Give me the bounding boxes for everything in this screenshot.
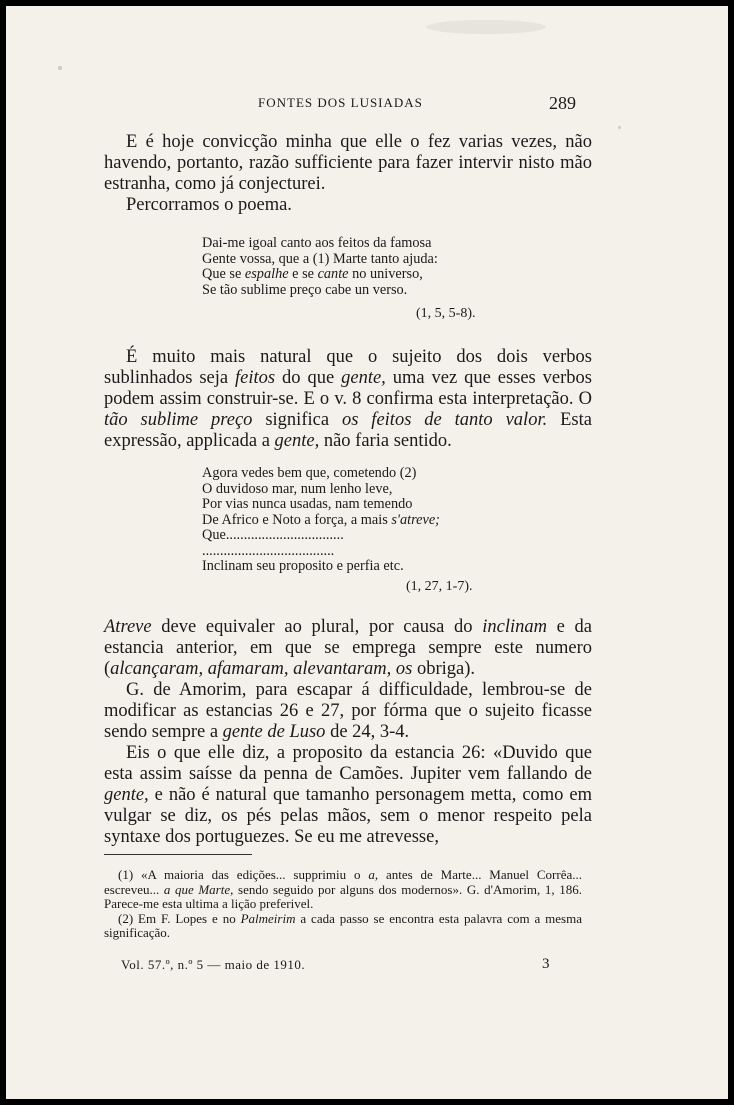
- italic-text: alcançaram, afamaram, alevantaram, os: [110, 659, 413, 679]
- verse-line: [202, 267, 502, 283]
- verse-line: [202, 466, 502, 482]
- book-page: [6, 6, 728, 1099]
- paragraph: [104, 195, 592, 216]
- verse-quote-2: [202, 466, 502, 575]
- text-run: obriga).: [412, 659, 476, 679]
- text-run: E é hoje convicção minha que elle o fez varias vezes, não havendo, portanto, razão sufficiente para fazer intervir nisto mão estranha, como já conjecturei.: [104, 132, 592, 194]
- paper-speck: [618, 126, 621, 129]
- footnote: [104, 868, 582, 912]
- verse-line: [202, 236, 502, 252]
- italic-text: gente,: [341, 368, 386, 388]
- text-run: deve equivaler ao plural, por causa do: [151, 617, 483, 637]
- italic-text: os feitos de tanto valor.: [341, 410, 548, 430]
- text-run: (2) Em F. Lopes e no: [118, 910, 241, 926]
- italic-text: espalhe: [244, 266, 289, 282]
- text-run: Inclinam seu proposito e perfia etc.: [202, 558, 404, 574]
- text-run: e não é natural que tamanho personagem metta, como em vulgar se diz, os pés pelas mãos, sem o menor respeito pela syntaxe dos portuguezes. Se eu me atrevesse,: [104, 785, 592, 847]
- text-run: De Africo e Noto a força, a mais: [202, 511, 392, 528]
- paragraph-block-1: [104, 132, 592, 216]
- italic-text: tão sublime preço: [104, 410, 253, 430]
- text-run: Que.................................: [202, 527, 344, 543]
- italic-text: gente,: [104, 785, 149, 805]
- italic-text: Atreve: [104, 617, 152, 637]
- verse-line: [202, 559, 502, 575]
- text-run: de 24, 3-4.: [325, 722, 410, 742]
- text-run: e da estancia anterior, em que se emprega sempre este numero (: [104, 617, 592, 679]
- paragraph: [104, 132, 592, 195]
- text-run: O duvidoso mar, num lenho leve,: [202, 480, 393, 497]
- verse-line: [202, 497, 502, 513]
- verse-line: [202, 544, 502, 560]
- text-run: Gente vossa, que a (1) Marte tanto ajuda:: [202, 250, 438, 267]
- text-run: Por vias nunca usadas, nam temendo: [202, 496, 413, 512]
- italic-text: Palmeirim: [240, 910, 296, 926]
- text-run: a cada passo se encontra esta palavra com a mesma significação.: [104, 910, 582, 940]
- italic-text: a,: [368, 867, 379, 882]
- text-run: .....................................: [202, 542, 335, 559]
- text-run: não faria sentido.: [319, 431, 452, 451]
- italic-text: a que Marte,: [163, 881, 234, 897]
- paper-speck: [58, 66, 62, 70]
- text-run: sendo seguido por alguns dos modernos». G. d'Amorim, 1, 186. Parece-me esta ultima a lição preferivel.: [104, 881, 583, 911]
- paragraph: [104, 680, 592, 743]
- verse-quote-1: [202, 236, 502, 298]
- paragraph: [104, 347, 592, 452]
- paragraph: [104, 617, 592, 680]
- paragraph: [104, 743, 592, 848]
- text-run: no universo,: [348, 266, 423, 282]
- verse-line: [202, 482, 502, 498]
- verse-line: [202, 283, 502, 299]
- page-number: 289: [549, 93, 576, 113]
- footnotes: [104, 868, 582, 941]
- volume-colophon: Vol. 57.º, n.º 5 — maio de 1910.: [121, 957, 306, 972]
- text-run: É muito mais natural que o sujeito dos dois verbos sublinhados seja: [104, 347, 592, 388]
- text-run: Dai-me igoal canto aos feitos da famosa: [202, 235, 432, 251]
- text-run: Que se: [202, 266, 245, 282]
- text-run: Eis o que elle diz, a proposito da estancia 26: «Duvido que esta assim saísse da penna de Camões. Jupiter vem fallando de: [104, 743, 592, 784]
- signature-mark: 3: [542, 956, 550, 972]
- verse-line: [202, 513, 502, 529]
- italic-text: s'atreve;: [391, 511, 440, 528]
- text-run: antes de Marte... Manuel Corrêa... escreveu...: [104, 867, 582, 897]
- text-run: significa: [252, 410, 342, 430]
- italic-text: inclinam: [482, 617, 547, 637]
- text-run: Esta expressão, applicada a: [104, 410, 592, 451]
- verse-line: [202, 252, 502, 268]
- italic-text: gente de Luso: [222, 722, 326, 742]
- italic-text: gente,: [274, 431, 320, 451]
- italic-text: feitos: [235, 368, 276, 388]
- paragraph-block-2: [104, 347, 592, 452]
- text-run: (1) «A maioria das edições... supprimiu o: [118, 867, 369, 882]
- paper-stain: [426, 20, 546, 34]
- footnote: [104, 912, 582, 941]
- text-run: G. de Amorim, para escapar á difficuldade, lembrou-se de modificar as estancias 26 e 27, por fórma que o sujeito ficasse sendo sempre a: [104, 680, 592, 742]
- italic-text: cante: [317, 266, 349, 282]
- text-run: uma vez que esses verbos podem assim construir-se. E o v. 8 confirma esta interpretação. O: [104, 368, 593, 409]
- text-run: do que: [275, 368, 342, 388]
- text-run: Se tão sublime preço cabe un verso.: [202, 281, 408, 298]
- verse-line: [202, 528, 502, 544]
- running-title: FONTES DOS LUSIADAS: [258, 95, 423, 110]
- footnote-rule: [104, 854, 252, 855]
- text-run: Agora vedes bem que, cometendo (2): [202, 465, 417, 481]
- verse-reference: (1, 27, 1-7).: [406, 579, 473, 594]
- verse-reference: (1, 5, 5-8).: [416, 306, 476, 321]
- text-run: Percorramos o poema.: [126, 195, 292, 215]
- paragraph-block-3: [104, 617, 592, 848]
- text-run: e se: [288, 266, 318, 282]
